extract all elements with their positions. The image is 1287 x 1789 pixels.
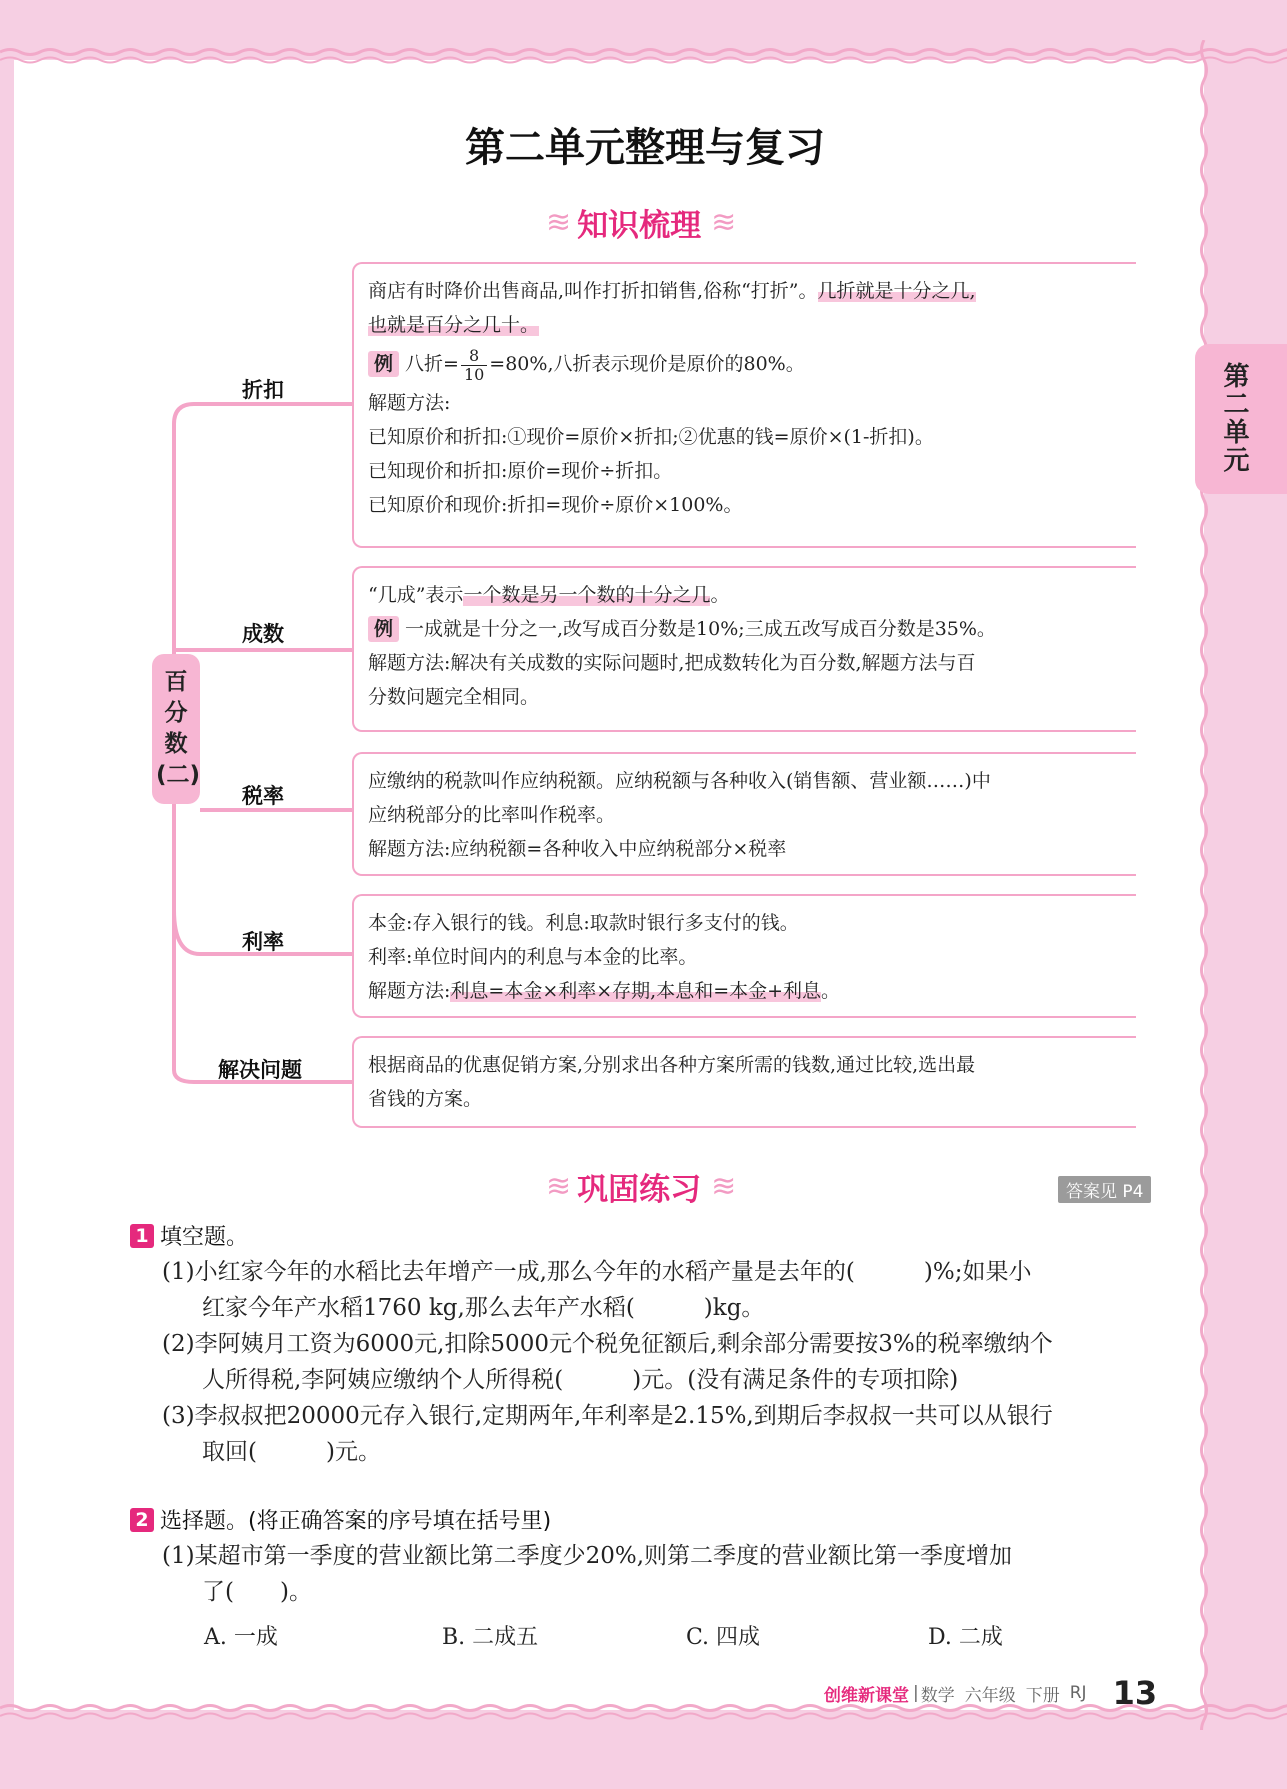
right-wave-border [1192, 40, 1216, 1730]
question-title: 选择题。(将正确答案的序号填在括号里) [160, 1509, 552, 1534]
section-title: 知识梳理 [577, 208, 702, 244]
question-line: (3)李叔叔把20000元存入银行,定期两年,年利率是2.15%,到期后李叔叔一共可以从银行 [162, 1403, 1053, 1429]
question-line: 人所得税,李阿姨应缴纳个人所得税( )元。(没有满足条件的专项扣除) [202, 1367, 959, 1393]
question-1-body [162, 1254, 1053, 1470]
example-line: 例 一成就是十分之一,改写成百分数是10%;三成五改写成百分数是35%。 [368, 612, 1122, 646]
card-problem-solving [352, 1036, 1136, 1128]
wave-ornament-left: ≋ [546, 1169, 568, 1204]
branch-label-tax-rate: 税率 [242, 784, 284, 808]
card-line: 应缴纳的税款叫作应纳税额。应纳税额与各种收入(销售额、营业额……)中 [368, 770, 991, 792]
wave-ornament-left: ≋ [546, 205, 568, 240]
card-tax-rate [352, 752, 1136, 876]
method-line: 已知现价和折扣:原价=现价÷折扣。 [368, 460, 673, 482]
option-a: A. 一成 [204, 1625, 278, 1650]
top-wave-border [0, 44, 1287, 68]
card-line: 也就是百分之几十。 [368, 314, 540, 336]
card-line: 利率:单位时间内的利息与本金的比率。 [368, 946, 698, 968]
unit-side-tab [1195, 344, 1287, 494]
question-line: (1)某超市第一季度的营业额比第二季度少20%,则第二季度的营业额比第一季度增加 [162, 1543, 1013, 1569]
option-c: C. 四成 [686, 1625, 761, 1650]
card-line: 应纳税部分的比率叫作税率。 [368, 804, 616, 826]
footer-grade: 六年级 [964, 1685, 1016, 1706]
example-tag: 例 [368, 351, 399, 377]
card-line: 本金:存入银行的钱。利息:取款时银行多支付的钱。 [368, 912, 799, 934]
wave-ornament-right: ≋ [711, 1169, 733, 1204]
card-line: 商店有时降价出售商品,叫作打折扣销售,俗称“打折”。几折就是十分之几, [368, 280, 976, 302]
card-line: 根据商品的优惠促销方案,分别求出各种方案所需的钱数,通过比较,选出最 [368, 1054, 976, 1076]
method-line: 解题方法: [368, 392, 451, 414]
branch-label-discount: 折扣 [242, 378, 284, 402]
wave-ornament-right: ≋ [711, 205, 733, 240]
question-title: 填空题。 [160, 1225, 249, 1250]
question-line: 取回( )元。 [202, 1439, 381, 1465]
card-line: 解题方法:应纳税额=各种收入中应纳税部分×税率 [368, 838, 787, 860]
example-tag: 例 [368, 616, 399, 642]
method-line: 已知原价和折扣:①现价=原价×折扣;②优惠的钱=原价×(1-折扣)。 [368, 426, 934, 448]
question-2-body [162, 1538, 1012, 1610]
question-number: 1 [130, 1224, 154, 1248]
branch-label-chengshu: 成数 [242, 622, 284, 646]
method-line: 分数问题完全相同。 [368, 686, 540, 708]
method-line: 解题方法:解决有关成数的实际问题时,把成数转化为百分数,解题方法与百 [368, 652, 976, 674]
root-label: 百分数(二) [156, 669, 201, 788]
method-line: 已知原价和现价:折扣=现价÷原价×100%。 [368, 494, 743, 516]
card-chengshu [352, 566, 1136, 732]
card-interest-rate [352, 894, 1136, 1018]
question-line: (2)李阿姨月工资为6000元,扣除5000元个税免征额后,剩余部分需要按3%的税率缴纳个 [162, 1331, 1053, 1357]
question-2-heading [130, 1504, 551, 1535]
footer-brand: 创维新课堂 [824, 1685, 909, 1706]
branch-label-problem-solving: 解决问题 [218, 1058, 302, 1082]
footer-separator: | [913, 1683, 919, 1703]
option-d: D. 二成 [928, 1625, 1003, 1650]
question-line: (1)小红家今年的水稻比去年增产一成,那么今年的水稻产量是去年的( )%;如果小 [162, 1259, 1032, 1285]
card-discount [352, 262, 1136, 548]
footer-edition: RJ [1069, 1683, 1087, 1703]
card-line: “几成”表示一个数是另一个数的十分之几。 [368, 584, 730, 606]
section-heading-knowledge [546, 200, 732, 245]
card-line: 解题方法:利息=本金×利率×存期,本息和=本金+利息。 [368, 980, 841, 1002]
page-number: 13 [1112, 1674, 1158, 1712]
fraction: $\frac{8}{10}$ [461, 347, 487, 384]
page-title: 第二单元整理与复习 [465, 125, 825, 171]
question-line: 了( )。 [202, 1579, 312, 1605]
footer [824, 1674, 1157, 1712]
example-line: 例 八折= $\frac{8}{10}$ =80%,八折表示现价是原价的80%。 [368, 342, 1122, 386]
footer-subject: 数学 [920, 1685, 955, 1706]
question-line: 红家今年产水稻1760 kg,那么去年产水稻( )kg。 [202, 1295, 765, 1321]
side-tab-label: 第二单元 [1219, 362, 1249, 474]
section-heading-practice [546, 1164, 732, 1209]
section-title: 巩固练习 [577, 1172, 702, 1208]
branch-label-interest-rate: 利率 [242, 930, 284, 954]
question-1-heading [130, 1220, 248, 1251]
question-number: 2 [130, 1508, 154, 1532]
footer-volume: 下册 [1025, 1685, 1060, 1706]
card-line: 省钱的方案。 [368, 1088, 483, 1110]
answer-reference-badge: 答案见 P4 [1058, 1176, 1151, 1203]
mindmap-root-node [152, 654, 200, 804]
option-b: B. 二成五 [442, 1625, 539, 1650]
